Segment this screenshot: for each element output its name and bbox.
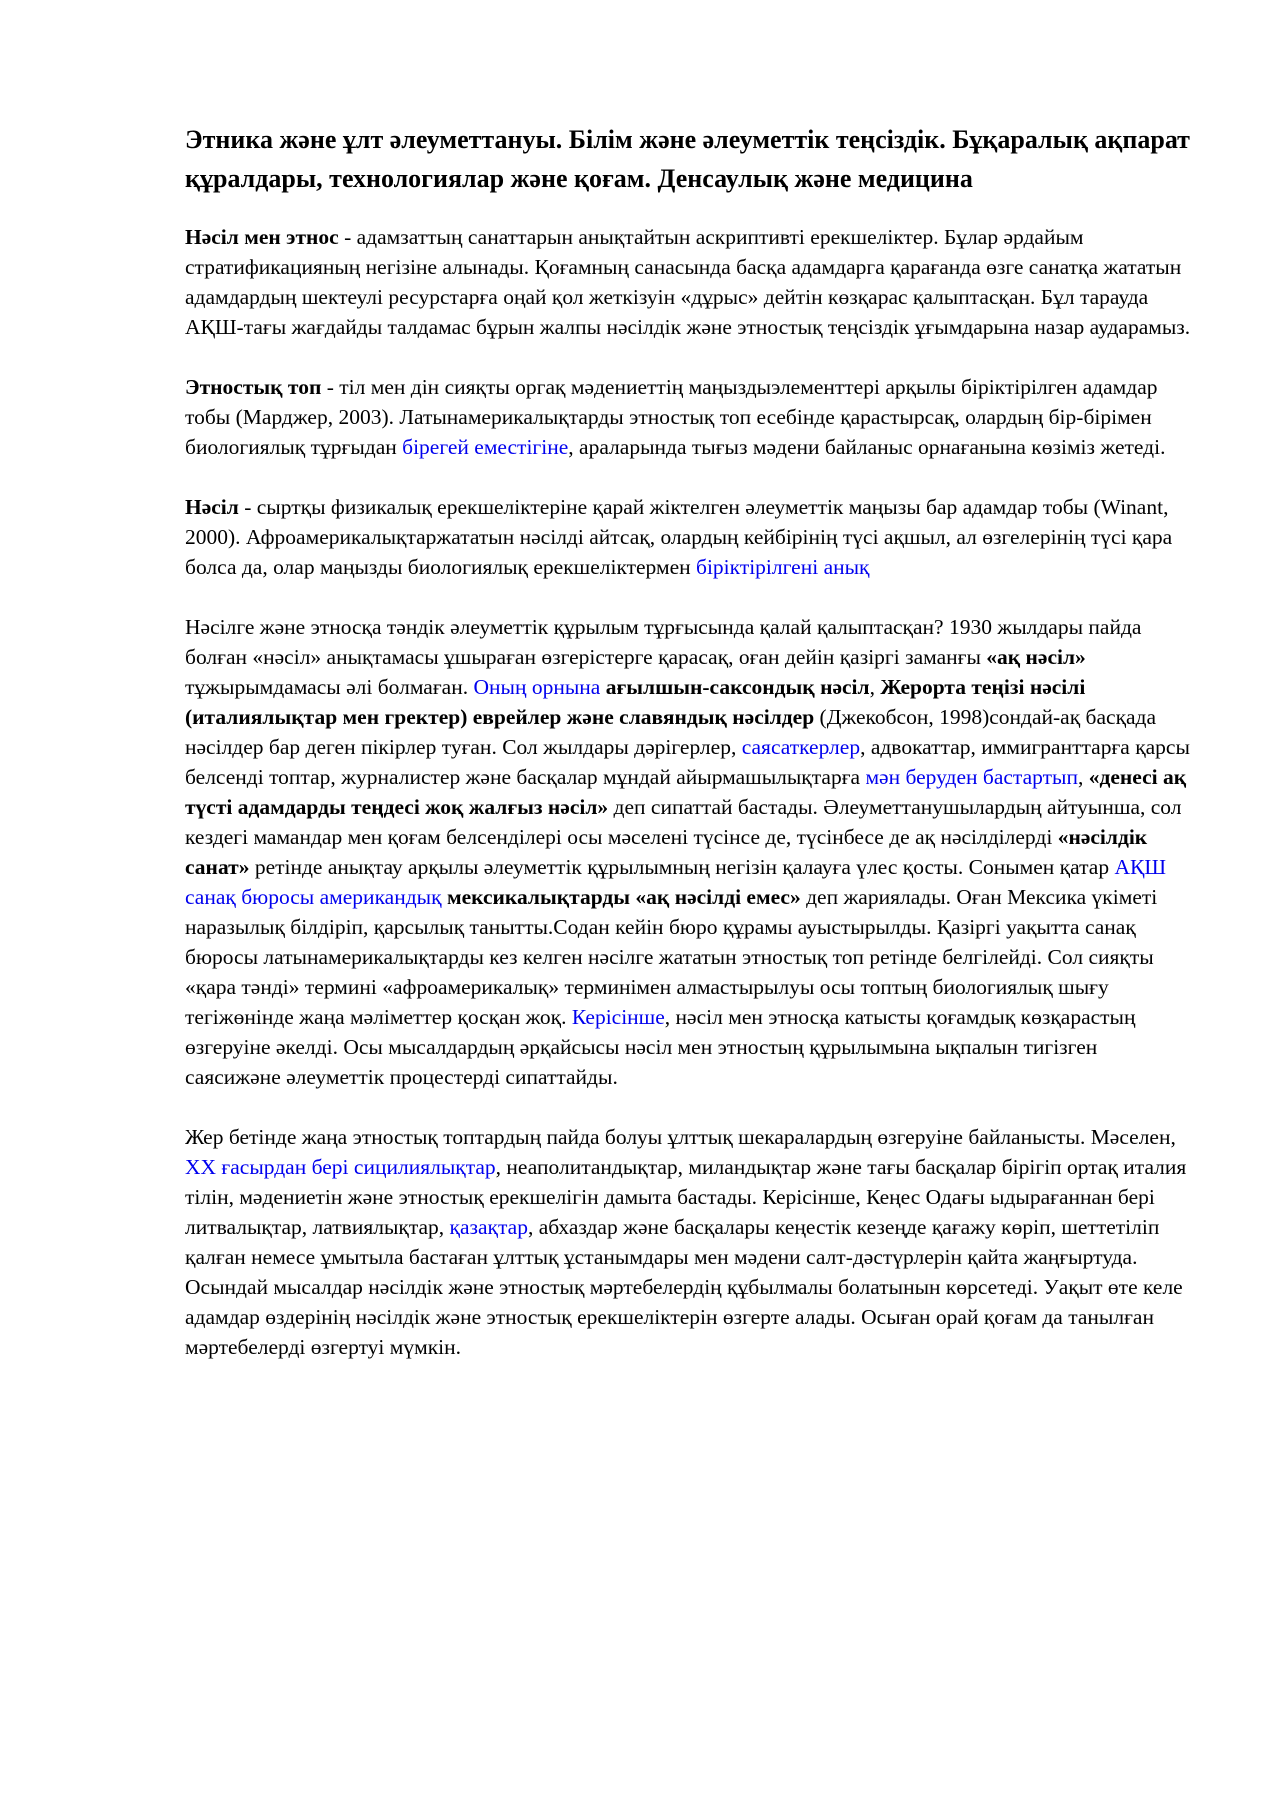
inline-link[interactable]: біріктірілгені анық — [696, 555, 870, 579]
paragraph — [185, 612, 1195, 1092]
text-run: , абхаздар және басқалары кеңестік кезеңде қағажу көріп, шеттетіліп қалған немесе ұмытыла бастаған ұлттық ұстанымдары мен мәдени салт-дәстүрлерін қайта жаңғыртуда. Осындай мысалдар нәсілдік және этностық мәртебелердің құбылмалы болатынын көрсетеді. Уақыт өте келе адамдар өздерінің нәсілдік және этностық ерекшеліктерін өзгерте алады. Осыған орай қоғам да танылған мәртебелерді өзгертуі мүмкін. — [185, 1215, 1183, 1359]
paragraph — [185, 222, 1195, 342]
document-title: Этника және ұлт әлеуметтануы. Білім және әлеуметтік теңсіздік. Бұқаралық ақпарат құралдары, технологиялар және қоғам. Денсаулық және медицина — [185, 125, 1190, 193]
text-run: тұжырымдамасы әлі болмаған. — [185, 675, 474, 699]
text-run: , — [869, 675, 881, 699]
inline-link[interactable]: XX ғасырдан бері сицилиялықтар — [185, 1155, 496, 1179]
text-run: - тіл мен дін сияқты оргақ мәдениеттің маңыздыэлементтері арқылы біріктірілген адамдар тобы (Марджер, 2003). Латынамерикалықтарды этностық топ есебінде қарастырсақ, олардың бір-бірімен биологиялық тұрғыдан — [185, 375, 1158, 459]
bold-term: Этностық топ — [185, 375, 322, 399]
text-run: , араларында тығыз мәдени байланыс орнағанына көзіміз жетеді. — [568, 435, 1166, 459]
text-run: деп жариялады. Оған Мексика үкіметі наразылық білдіріп, қарсылық танытты.Содан кейін бюро құрамы ауыстырылды. Қазіргі уақытта санақ бюросы латынамерикалықтарды кез келген нәсілге жататын этностық топ ретінде белгілейді. Сол сияқты «қара тәнді» термині «афроамерикалық» терминімен алмастырылуы осы топтың биологиялық шығу тегіжөнінде жаңа мәліметтер қосқан жоқ. — [185, 885, 1158, 1029]
bold-term: Нәсіл — [185, 495, 239, 519]
text-run: (Джекобсон, 1998)сондай-ақ басқада нәсілдер бар деген пікірлер туған. Сол жылдары дәрігерлер, — [185, 705, 1157, 759]
text-run: - сыртқы физикалық ерекшеліктеріне қарай жіктелген әлеуметтік маңызы бар адамдар тобы (Winant, 2000). Афроамерикалықтаржататын нәсілді айтсақ, олардың кейбірінің түсі ақшыл, ал өзгелерінің түсі қара болса да, олар маңызды биологиялық ерекшеліктермен — [185, 495, 1173, 579]
paragraph — [185, 372, 1195, 462]
bold-term: мексикалықтарды «ақ нәсілді емес» — [446, 885, 801, 909]
bold-term: Жерорта теңізі нәсілі (италиялықтар мен гректер) еврейлер және славяндық нәсілдер — [185, 675, 1086, 729]
paragraph — [185, 492, 1195, 582]
inline-link[interactable]: саясаткерлер — [741, 735, 861, 759]
text-run: , — [1077, 765, 1089, 789]
bold-term: «денесі ақ түсті адамдарды теңдесі жоқ жалғыз нәсіл» — [185, 765, 1187, 819]
bold-term: Нәсіл мен этнос — [185, 225, 339, 249]
text-run: - адамзаттың санаттарын анықтайтын аскриптивті ерекшеліктер. Бұлар әрдайым стратификацияның негізіне алынады. Қоғамның санасында басқа адамдарга қарағанда өзге санатқа жататын адамдардың шектеулі ресурстарға оңай қол жеткізуін «дұрыс» дейтін көзқарас қалыптасқан. Бұл тарауда АҚШ-тағы жағдайды талдамас бұрын жалпы нәсілдік және этностық теңсіздік ұғымдарына назар аударамыз. — [185, 225, 1191, 339]
inline-link[interactable]: Оның орнына — [473, 675, 601, 699]
text-run: , неаполитандықтар, миландықтар және тағы басқалар бірігіп ортақ италия тілін, мәдениетін және этностық ерекшелігін дамыта бастады. Керісінше, Кеңес Одағы ыдырағаннан бері литвалықтар, латвиялықтар, — [185, 1155, 1187, 1239]
text-run: , адвокаттар, иммигранттарға қарсы белсенді топтар, журналистер және басқалар мұндай айырмашылықтарға — [185, 735, 1190, 789]
bold-term: «нәсілдік санат» — [185, 825, 1148, 879]
inline-link[interactable]: бірегей еместігіне — [402, 435, 569, 459]
paragraph — [185, 1122, 1195, 1362]
inline-link[interactable]: қазақтар — [449, 1215, 528, 1239]
bold-term: «ақ нәсіл» — [986, 645, 1086, 669]
bold-term: ағылшын-саксондық нәсіл — [605, 675, 870, 699]
text-run: ретінде анықтау арқылы әлеуметтік құрылымның негізін қалауға үлес қосты. Сонымен қатар — [249, 855, 1115, 879]
text-run: деп сипаттай бастады. Әлеуметтанушылардың айтуынша, сол кездегі мамандар мен қоғам белсенділері осы мәселені түсінсе де, түсінбесе де ақ нәсілділерді — [185, 795, 1182, 849]
inline-link[interactable]: мән беруден бастартып — [865, 765, 1078, 789]
text-run: Нәсілге және этносқа тәндік әлеуметтік құрылым тұрғысында қалай қалыптасқан? 1930 жылдары пайда болған «нәсіл» анықтамасы ұшыраған өзгерістерге қарасақ, оған дейін қазіргі заманғы — [185, 615, 1142, 669]
text-run: Жер бетінде жаңа этностық топтардың пайда болуы ұлттық шекаралардың өзгеруіне байланысты. Мәселен, — [185, 1125, 1176, 1149]
inline-link[interactable]: Керісінше — [571, 1005, 665, 1029]
inline-link[interactable]: АҚШ санақ бюросы американдық — [185, 855, 1167, 909]
document-body — [185, 222, 1195, 1362]
text-run: , нәсіл мен этносқа катысты қоғамдық көзқарастың өзгеруіне әкелді. Осы мысалдардың әрқайсысы нәсіл мен этностың құрылымына ықпалын тигізген саясижәне әлеуметтік процестерді сипаттайды. — [185, 1005, 1136, 1089]
document-page — [185, 120, 1195, 1392]
